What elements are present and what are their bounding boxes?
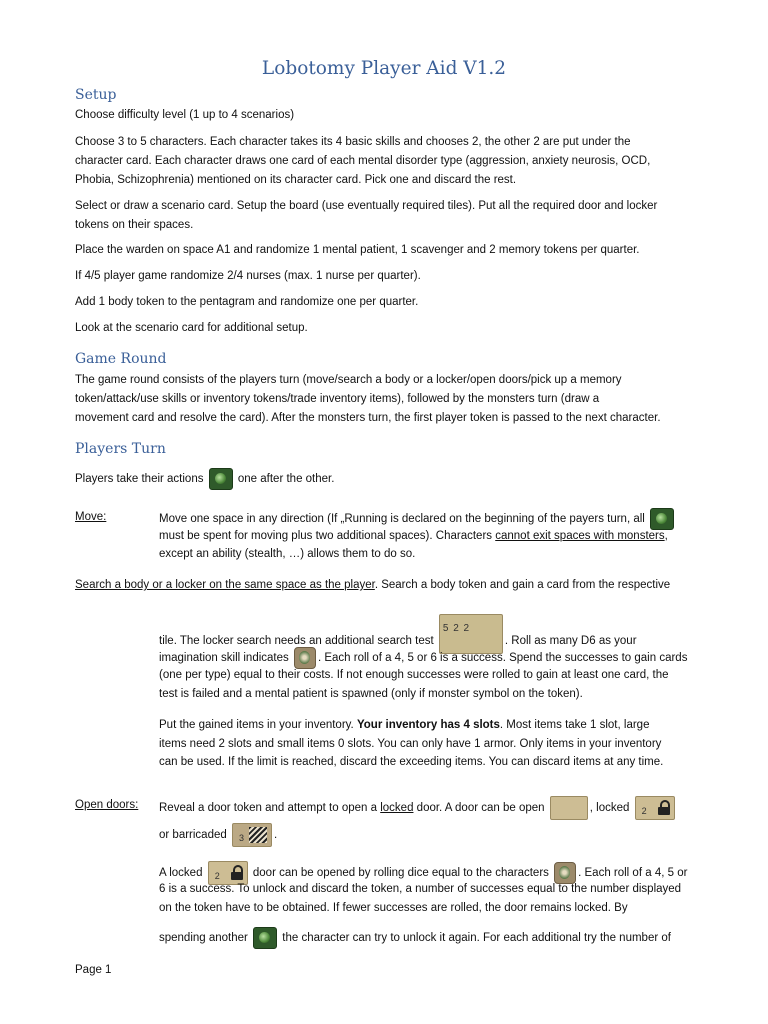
players-intro xyxy=(75,468,334,490)
search-s3: (one per type) equal to their costs. If not enough successes were rolled to gain at least one card, the xyxy=(159,669,669,681)
barricade-number: 3 xyxy=(238,833,244,843)
setup-p5: If 4/5 player game randomize 2/4 nurses (max. 1 nurse per quarter). xyxy=(75,270,421,282)
inventory-b: . Most items take 1 slot, large xyxy=(499,719,650,731)
lock-l4b: the character can try to unlock it again. For each additional try the number of xyxy=(282,932,671,945)
move-l2-text: must be spent for moving plus two additional spaces). Characters xyxy=(159,530,493,542)
lock-b: door can be opened by rolling dice equal to the characters xyxy=(252,867,549,880)
setup-p2a: Choose 3 to 5 characters. Each character takes its 4 basic skills and chooses 2, the other 2 are put under the xyxy=(75,136,631,148)
players-intro-a: Players take their actions xyxy=(75,473,204,486)
lock-number: 2 xyxy=(641,806,647,816)
search-s2b: . Each roll of a 4, 5 or 6 is a success. Spend the successes to gain cards xyxy=(317,652,688,665)
lock-l2: 6 is a success. To unlock and discard the token, a number of successes equal to the number displayed xyxy=(159,883,682,895)
lock-icon xyxy=(658,800,670,815)
move-l2-underlined: cannot exit spaces with monsters xyxy=(495,530,665,542)
move-l3: except an ability (stealth, …) allows them to do so. xyxy=(159,548,416,560)
lock-icon xyxy=(231,865,243,880)
search-s2a: imagination skill indicates xyxy=(159,652,289,665)
heading-players-turn: Players Turn xyxy=(75,441,166,457)
lock-c: . Each roll of a 4, 5 or xyxy=(578,867,688,880)
page-number: Page 1 xyxy=(75,964,112,976)
doors-c: , locked xyxy=(589,802,630,815)
search-s1b: . Roll as many D6 as your xyxy=(504,635,637,648)
action-icon xyxy=(209,468,233,490)
players-intro-b: one after the other. xyxy=(237,473,335,486)
move-l2 xyxy=(159,527,668,546)
doors-e: . xyxy=(273,829,278,842)
inventory-l2: items need 2 slots and small items 0 slots. You can only have 1 armor. Only items in your inventory xyxy=(159,738,662,750)
move-label: Move: xyxy=(75,511,107,523)
inventory-l1 xyxy=(159,716,649,735)
inventory-bold: Your inventory has 4 slots xyxy=(356,719,500,731)
action-icon xyxy=(253,927,277,949)
setup-p1: Choose difficulty level (1 up to 4 scenarios) xyxy=(75,109,295,121)
setup-p2b: character card. Each character draws one card of each mental disorder type (aggression, anxiety neurosis, OCD, xyxy=(75,155,651,167)
game-round-l2: token/attack/use skills or inventory tokens/trade inventory items), followed by the monsters turn (draw a xyxy=(75,393,600,405)
inventory-a: Put the gained items in your inventory. xyxy=(159,719,354,731)
setup-p3a: Select or draw a scenario card. Setup the board (use eventually required tiles). Put all the required door and locker xyxy=(75,200,658,212)
setup-p6: Add 1 body token to the pentagram and randomize one per quarter. xyxy=(75,296,419,308)
doors-a: Reveal a door token and attempt to open a xyxy=(159,802,378,815)
door-locked-token xyxy=(635,796,675,820)
lock-l3: on the token have to be obtained. If fewer successes are rolled, the door remains locked. By xyxy=(159,902,628,914)
search-l0 xyxy=(75,576,670,595)
lock-number: 2 xyxy=(214,871,220,881)
game-round-l3: movement card and resolve the card). After the monsters turn, the first player token is passed to the next character. xyxy=(75,412,661,424)
setup-p2c: Phobia, Schizophrenia) mentioned on its character card. Pick one and discard the rest. xyxy=(75,174,517,186)
doors-label: Open doors: xyxy=(75,799,139,811)
search-rest: . Search a body token and gain a card from the respective xyxy=(374,579,671,591)
door-open-token xyxy=(550,796,588,820)
search-s1a: tile. The locker search needs an additional search test xyxy=(159,635,434,648)
doors-l2 xyxy=(159,823,277,847)
lock-l4a: spending another xyxy=(159,932,248,945)
door-barricaded-token xyxy=(232,823,272,847)
page-title: Lobotomy Player Aid V1.2 xyxy=(261,58,507,79)
doors-l1 xyxy=(159,796,677,820)
barricade-icon xyxy=(249,827,267,843)
heading-game-round: Game Round xyxy=(75,351,167,367)
doors-locked-word: locked xyxy=(380,802,414,815)
setup-p7: Look at the scenario card for additional setup. xyxy=(75,322,308,334)
doors-b: door. A door can be open xyxy=(416,802,545,815)
move-l1-text: Move one space in any direction (If „Running is declared on the beginning of the payers turn, all xyxy=(159,513,645,526)
inventory-l3: can be used. If the limit is reached, discard the exceeding items. You can discard items at any time. xyxy=(159,756,664,768)
lock-a: A locked xyxy=(159,867,203,880)
setup-p4: Place the warden on space A1 and randomize 1 mental patient, 1 scavenger and 2 memory tokens per quarter. xyxy=(75,244,640,256)
search-token-numbers: 5 2 2 xyxy=(442,623,471,634)
lock-l4 xyxy=(159,927,671,949)
search-s4: test is failed and a mental patient is spawned (only if monster symbol on the token). xyxy=(159,688,583,700)
move-l2-comma: , xyxy=(664,530,668,542)
game-round-l1: The game round consists of the players turn (move/search a body or a locker/open doors/pick up a memory xyxy=(75,374,622,386)
heading-setup: Setup xyxy=(75,87,117,103)
search-label: Search a body or a locker on the same space as the player xyxy=(75,579,375,591)
setup-p3b: tokens on their spaces. xyxy=(75,219,194,231)
doors-d: or barricaded xyxy=(159,829,227,842)
